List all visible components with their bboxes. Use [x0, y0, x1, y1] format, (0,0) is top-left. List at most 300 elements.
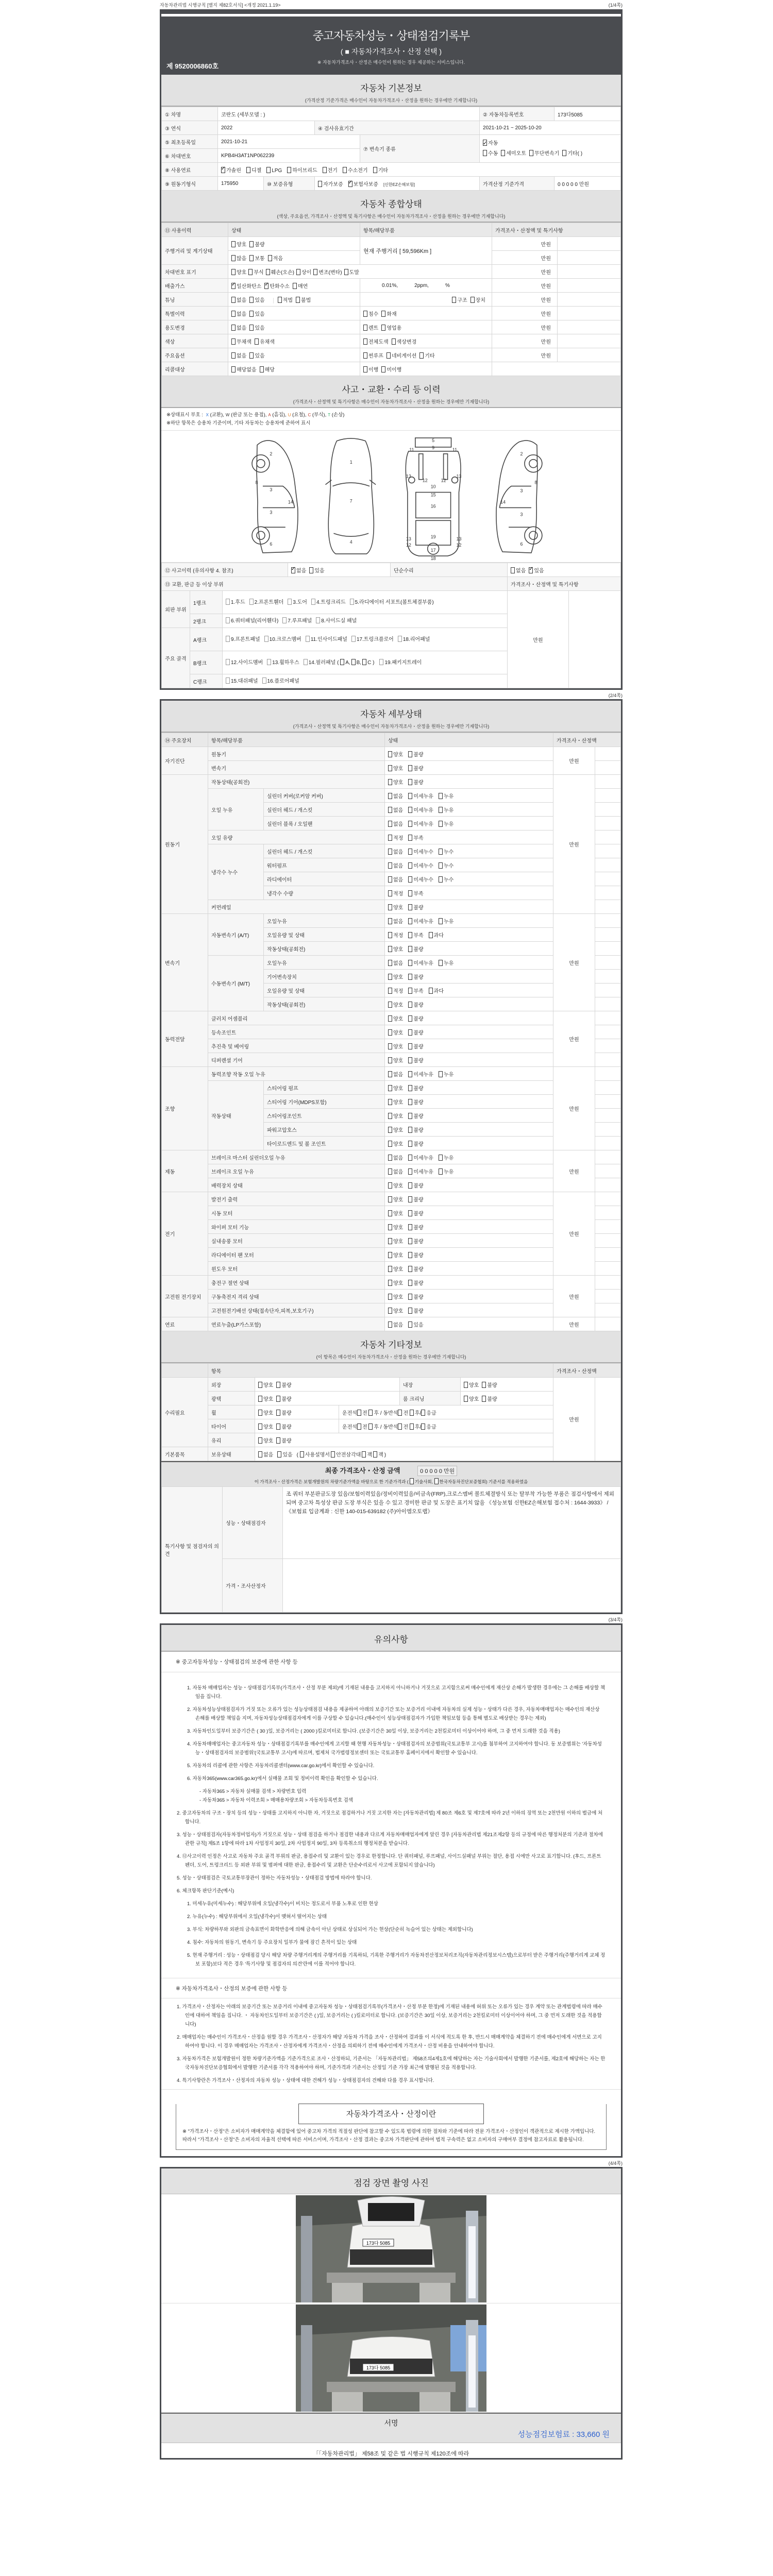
- option[interactable]: [439, 961, 453, 967]
- checkbox[interactable]: [388, 1155, 392, 1161]
- option[interactable]: [276, 1438, 291, 1444]
- checkbox[interactable]: [388, 1252, 392, 1258]
- checkbox[interactable]: [343, 167, 347, 173]
- option[interactable]: [363, 353, 383, 359]
- checkbox[interactable]: [226, 659, 230, 665]
- option[interactable]: [408, 1281, 423, 1286]
- checkbox[interactable]: [226, 677, 230, 684]
- checkbox[interactable]: [421, 1423, 425, 1430]
- part-item[interactable]: [264, 637, 301, 642]
- option[interactable]: [249, 298, 264, 303]
- option[interactable]: [439, 863, 453, 869]
- checkbox[interactable]: [429, 988, 433, 994]
- option[interactable]: [408, 822, 433, 827]
- checkbox[interactable]: [231, 297, 236, 303]
- option[interactable]: [266, 270, 294, 276]
- option[interactable]: [277, 1452, 292, 1458]
- checkbox[interactable]: [249, 325, 254, 331]
- checkbox[interactable]: [388, 1210, 392, 1216]
- checkbox[interactable]: [408, 1280, 412, 1286]
- option[interactable]: [408, 1058, 423, 1064]
- price-remark[interactable]: [595, 1123, 621, 1137]
- checkbox[interactable]: [373, 167, 377, 173]
- option[interactable]: [363, 312, 378, 317]
- checkbox[interactable]: [408, 793, 412, 799]
- option[interactable]: [276, 1425, 291, 1430]
- checkbox[interactable]: [408, 1210, 412, 1216]
- checkbox[interactable]: [408, 1308, 412, 1314]
- checkbox[interactable]: [408, 918, 412, 924]
- checkbox[interactable]: [316, 617, 320, 623]
- option[interactable]: [249, 353, 264, 359]
- option[interactable]: [408, 989, 423, 994]
- checkbox[interactable]: [362, 1451, 366, 1458]
- option[interactable]: [408, 850, 433, 855]
- option[interactable]: [388, 1100, 403, 1106]
- option[interactable]: [408, 1225, 423, 1231]
- checkbox[interactable]: [288, 599, 292, 605]
- checkbox-tech-society[interactable]: [410, 1478, 414, 1484]
- checkbox[interactable]: [388, 835, 392, 841]
- option[interactable]: [363, 326, 378, 331]
- checkbox[interactable]: [439, 807, 443, 813]
- price-remark[interactable]: [595, 1262, 621, 1276]
- option[interactable]: [249, 326, 264, 331]
- price-remark[interactable]: [595, 900, 621, 914]
- option[interactable]: [231, 340, 251, 345]
- option[interactable]: [388, 961, 403, 967]
- checkbox[interactable]: [340, 659, 344, 665]
- option[interactable]: [276, 1411, 291, 1416]
- checkbox[interactable]: [452, 297, 456, 303]
- checkbox[interactable]: [439, 1168, 443, 1175]
- part-item[interactable]: [379, 660, 422, 666]
- checkbox[interactable]: [408, 890, 412, 896]
- price-remark[interactable]: [595, 1317, 621, 1331]
- checkbox[interactable]: [408, 1238, 412, 1244]
- checkbox[interactable]: [260, 366, 264, 372]
- option[interactable]: [278, 298, 293, 303]
- checkbox[interactable]: [408, 765, 412, 771]
- price-remark[interactable]: [595, 1164, 621, 1178]
- option[interactable]: [408, 766, 423, 772]
- checkbox[interactable]: [408, 862, 412, 869]
- checkbox[interactable]: [388, 862, 392, 869]
- option[interactable]: [408, 752, 423, 758]
- option[interactable]: [429, 933, 444, 939]
- checkbox[interactable]: [439, 1155, 443, 1161]
- option[interactable]: [482, 1397, 497, 1402]
- checkbox[interactable]: [363, 311, 367, 317]
- checkbox[interactable]: [388, 1168, 392, 1175]
- price-remark[interactable]: [595, 1095, 621, 1109]
- option[interactable]: [408, 1323, 423, 1328]
- checkbox[interactable]: [439, 876, 443, 883]
- option[interactable]: [309, 568, 324, 574]
- checkbox[interactable]: [267, 659, 271, 665]
- checkbox[interactable]: [296, 269, 300, 275]
- option[interactable]: [300, 1452, 330, 1458]
- checkbox[interactable]: [388, 1224, 392, 1230]
- price-remark[interactable]: [595, 872, 621, 886]
- checkbox[interactable]: [483, 150, 487, 156]
- checkbox[interactable]: [408, 1043, 412, 1049]
- option[interactable]: [388, 1183, 403, 1189]
- price-remark[interactable]: [558, 237, 621, 251]
- option[interactable]: [501, 151, 526, 157]
- checkbox[interactable]: [276, 1382, 280, 1388]
- checkbox[interactable]: [408, 779, 412, 785]
- checkbox[interactable]: [363, 325, 367, 331]
- option[interactable]: [388, 1030, 403, 1036]
- option[interactable]: [362, 660, 374, 666]
- checkbox[interactable]: [388, 1029, 392, 1036]
- option[interactable]: [529, 151, 559, 157]
- checkbox[interactable]: [388, 1127, 392, 1133]
- option[interactable]: [408, 1267, 423, 1273]
- option[interactable]: [231, 367, 257, 373]
- checkbox[interactable]: [282, 617, 287, 623]
- checkbox[interactable]: [249, 297, 254, 303]
- option[interactable]: [318, 182, 343, 188]
- checkbox[interactable]: [408, 1099, 412, 1105]
- checkbox[interactable]: [231, 366, 236, 372]
- checkbox[interactable]: [408, 1029, 412, 1036]
- option[interactable]: [331, 1452, 361, 1458]
- part-item[interactable]: [226, 600, 245, 605]
- option[interactable]: [388, 1197, 403, 1203]
- checkbox[interactable]: [264, 283, 268, 289]
- option[interactable]: [231, 284, 261, 290]
- option[interactable]: [388, 891, 403, 897]
- checkbox[interactable]: [562, 150, 566, 156]
- part-item[interactable]: [304, 660, 376, 666]
- option[interactable]: [381, 367, 401, 373]
- checkbox[interactable]: [483, 140, 487, 146]
- checkbox[interactable]: [408, 1085, 412, 1091]
- checkbox[interactable]: [388, 1141, 392, 1147]
- price-remark[interactable]: [595, 1276, 621, 1290]
- checkbox[interactable]: [408, 751, 412, 757]
- checkbox[interactable]: [511, 567, 515, 573]
- checkbox[interactable]: [470, 297, 475, 303]
- option[interactable]: [408, 836, 423, 841]
- option[interactable]: [439, 1170, 453, 1175]
- price-remark[interactable]: [595, 1220, 621, 1234]
- checkbox[interactable]: [408, 1071, 412, 1077]
- option[interactable]: [388, 1309, 403, 1314]
- checkbox[interactable]: [408, 807, 412, 813]
- option[interactable]: [388, 1086, 403, 1092]
- checkbox[interactable]: [408, 1155, 412, 1161]
- option[interactable]: [408, 863, 433, 869]
- option[interactable]: [408, 1086, 423, 1092]
- price-remark[interactable]: [595, 1378, 621, 1461]
- checkbox[interactable]: [268, 255, 272, 261]
- checkbox[interactable]: [226, 617, 230, 623]
- price-remark[interactable]: [595, 1109, 621, 1123]
- checkbox[interactable]: [410, 1410, 414, 1416]
- option[interactable]: [388, 1323, 403, 1328]
- option[interactable]: [408, 1100, 423, 1106]
- checkbox[interactable]: [231, 338, 236, 345]
- option[interactable]: [408, 1044, 423, 1050]
- option[interactable]: [388, 1170, 403, 1175]
- option[interactable]: [388, 933, 403, 939]
- checkbox[interactable]: [439, 1071, 443, 1077]
- option[interactable]: [388, 822, 403, 827]
- checkbox[interactable]: [231, 352, 236, 359]
- checkbox[interactable]: [439, 918, 443, 924]
- option[interactable]: [268, 256, 283, 262]
- option[interactable]: [344, 270, 359, 276]
- checkbox[interactable]: [388, 890, 392, 896]
- option[interactable]: [388, 1253, 403, 1259]
- checkbox[interactable]: [408, 821, 412, 827]
- option[interactable]: [258, 1452, 273, 1458]
- checkbox[interactable]: [300, 1451, 304, 1458]
- option[interactable]: [388, 863, 403, 869]
- option[interactable]: [439, 919, 453, 925]
- checkbox[interactable]: [408, 849, 412, 855]
- option[interactable]: [388, 1295, 403, 1300]
- option[interactable]: [408, 1142, 423, 1147]
- option[interactable]: [439, 794, 453, 800]
- option[interactable]: [408, 1309, 423, 1314]
- checkbox[interactable]: [249, 241, 254, 247]
- checkbox[interactable]: [398, 1423, 402, 1430]
- option[interactable]: [408, 1183, 423, 1189]
- checkbox[interactable]: [421, 1410, 425, 1416]
- price-remark[interactable]: [595, 1137, 621, 1150]
- option[interactable]: [483, 151, 498, 157]
- option[interactable]: [408, 1030, 423, 1036]
- option[interactable]: [388, 1016, 403, 1022]
- option[interactable]: [388, 905, 403, 911]
- option[interactable]: [276, 1397, 291, 1402]
- checkbox[interactable]: [276, 1437, 280, 1444]
- checkbox[interactable]: [439, 793, 443, 799]
- part-item[interactable]: [226, 679, 258, 684]
- checkbox[interactable]: [357, 1410, 361, 1416]
- checkbox[interactable]: [249, 599, 254, 605]
- option[interactable]: [386, 353, 416, 359]
- option[interactable]: [408, 975, 423, 980]
- option[interactable]: [408, 1003, 423, 1008]
- checkbox[interactable]: [262, 677, 266, 684]
- checkbox[interactable]: [388, 1043, 392, 1049]
- part-item[interactable]: [226, 660, 263, 666]
- checkbox[interactable]: [388, 765, 392, 771]
- checkbox[interactable]: [362, 659, 366, 665]
- option[interactable]: [470, 298, 485, 303]
- checkbox[interactable]: [318, 181, 322, 187]
- checkbox[interactable]: [231, 269, 236, 275]
- checkbox[interactable]: [388, 1321, 392, 1328]
- checkbox-kadia[interactable]: [434, 1478, 439, 1484]
- option[interactable]: [408, 877, 433, 883]
- price-remark[interactable]: [595, 942, 621, 956]
- checkbox[interactable]: [388, 918, 392, 924]
- checkbox[interactable]: [439, 821, 443, 827]
- option[interactable]: [408, 891, 423, 897]
- option[interactable]: [249, 256, 264, 262]
- option[interactable]: [408, 1072, 433, 1078]
- checkbox[interactable]: [388, 1113, 392, 1119]
- option[interactable]: [388, 1156, 403, 1161]
- price-remark[interactable]: [595, 1067, 621, 1081]
- checkbox[interactable]: [323, 167, 327, 173]
- option[interactable]: [388, 1058, 403, 1064]
- option[interactable]: [258, 1411, 273, 1416]
- option[interactable]: [408, 1156, 433, 1161]
- checkbox[interactable]: [388, 1085, 392, 1091]
- checkbox[interactable]: [408, 835, 412, 841]
- checkbox[interactable]: [439, 849, 443, 855]
- option[interactable]: [388, 752, 403, 758]
- price-remark[interactable]: [595, 1206, 621, 1220]
- option[interactable]: [464, 1397, 479, 1402]
- price-remark[interactable]: [595, 761, 621, 775]
- option[interactable]: [296, 270, 311, 276]
- price-remark[interactable]: [558, 279, 621, 293]
- price-remark[interactable]: [595, 1234, 621, 1248]
- option[interactable]: [408, 1197, 423, 1203]
- price-remark[interactable]: [595, 1081, 621, 1095]
- part-item[interactable]: [311, 600, 346, 605]
- checkbox[interactable]: [293, 283, 297, 289]
- checkbox[interactable]: [304, 659, 308, 665]
- checkbox[interactable]: [388, 946, 392, 952]
- option[interactable]: [388, 766, 403, 772]
- option[interactable]: [266, 168, 282, 174]
- option[interactable]: [231, 326, 246, 331]
- checkbox[interactable]: [231, 241, 236, 247]
- price-remark[interactable]: [558, 348, 621, 362]
- checkbox[interactable]: [410, 1423, 414, 1430]
- part-item[interactable]: [316, 618, 357, 624]
- option[interactable]: [483, 141, 498, 146]
- checkbox[interactable]: [408, 1182, 412, 1189]
- part-item[interactable]: [282, 618, 312, 624]
- checkbox[interactable]: [408, 1015, 412, 1022]
- checkbox[interactable]: [277, 1451, 281, 1458]
- checkbox[interactable]: [408, 988, 412, 994]
- option[interactable]: [408, 1114, 423, 1120]
- checkbox[interactable]: [231, 283, 236, 289]
- checkbox[interactable]: [408, 1002, 412, 1008]
- option[interactable]: [258, 1425, 273, 1430]
- option[interactable]: [388, 947, 403, 953]
- checkbox[interactable]: [408, 946, 412, 952]
- checkbox[interactable]: [368, 1410, 373, 1416]
- option[interactable]: [231, 312, 246, 317]
- checkbox[interactable]: [529, 150, 533, 156]
- checkbox[interactable]: [408, 1141, 412, 1147]
- option[interactable]: [388, 808, 403, 814]
- checkbox[interactable]: [258, 1410, 262, 1416]
- checkbox[interactable]: [388, 1182, 392, 1189]
- checkbox[interactable]: [357, 1423, 361, 1430]
- checkbox[interactable]: [311, 599, 315, 605]
- option[interactable]: [439, 877, 453, 883]
- price-remark[interactable]: [595, 747, 621, 761]
- checkbox[interactable]: [408, 876, 412, 883]
- price-remark[interactable]: [595, 1025, 621, 1039]
- price-remark[interactable]: [595, 803, 621, 817]
- part-item[interactable]: [350, 600, 434, 605]
- option[interactable]: [511, 568, 526, 574]
- option[interactable]: [388, 1128, 403, 1133]
- checkbox[interactable]: [482, 1396, 486, 1402]
- checkbox[interactable]: [368, 1423, 373, 1430]
- checkbox[interactable]: [276, 1423, 280, 1430]
- price-remark[interactable]: [595, 970, 621, 984]
- option[interactable]: [388, 850, 403, 855]
- checkbox[interactable]: [388, 932, 392, 938]
- checkbox[interactable]: [379, 659, 383, 665]
- option[interactable]: [408, 1211, 423, 1217]
- checkbox[interactable]: [231, 255, 236, 261]
- checkbox[interactable]: [408, 1127, 412, 1133]
- checkbox[interactable]: [408, 1168, 412, 1175]
- checkbox[interactable]: [266, 269, 270, 275]
- checkbox[interactable]: [258, 1382, 262, 1388]
- checkbox[interactable]: [388, 807, 392, 813]
- option[interactable]: [340, 660, 350, 666]
- checkbox[interactable]: [408, 974, 412, 980]
- checkbox[interactable]: [309, 567, 313, 573]
- option[interactable]: [221, 168, 241, 174]
- checkbox[interactable]: [398, 1410, 402, 1416]
- checkbox[interactable]: [363, 352, 367, 359]
- checkbox[interactable]: [388, 1015, 392, 1022]
- price-remark[interactable]: [595, 956, 621, 970]
- option[interactable]: [388, 1225, 403, 1231]
- checkbox[interactable]: [408, 1113, 412, 1119]
- option[interactable]: [388, 780, 403, 786]
- checkbox[interactable]: [348, 181, 352, 187]
- price-remark[interactable]: [595, 997, 621, 1011]
- checkbox[interactable]: [221, 167, 225, 173]
- checkbox[interactable]: [388, 1099, 392, 1105]
- part-item[interactable]: [288, 600, 307, 605]
- option[interactable]: [388, 877, 403, 883]
- option[interactable]: [408, 794, 433, 800]
- option[interactable]: [276, 1383, 291, 1388]
- checkbox[interactable]: [258, 1451, 262, 1458]
- price-remark[interactable]: [595, 928, 621, 942]
- part-item[interactable]: [398, 637, 430, 642]
- option[interactable]: [248, 270, 263, 276]
- option[interactable]: [408, 1016, 423, 1022]
- checkbox[interactable]: [246, 167, 250, 173]
- part-item[interactable]: [226, 618, 278, 624]
- option[interactable]: [388, 1281, 403, 1286]
- checkbox[interactable]: [429, 932, 433, 938]
- option[interactable]: [348, 182, 378, 188]
- checkbox[interactable]: [351, 659, 356, 665]
- price-remark[interactable]: [558, 251, 621, 265]
- option[interactable]: [293, 284, 308, 290]
- price-remark[interactable]: [595, 886, 621, 900]
- checkbox[interactable]: [231, 325, 236, 331]
- checkbox[interactable]: [388, 960, 392, 966]
- option[interactable]: [439, 1156, 453, 1161]
- option[interactable]: [373, 1452, 383, 1458]
- checkbox[interactable]: [381, 311, 385, 317]
- checkbox[interactable]: [388, 793, 392, 799]
